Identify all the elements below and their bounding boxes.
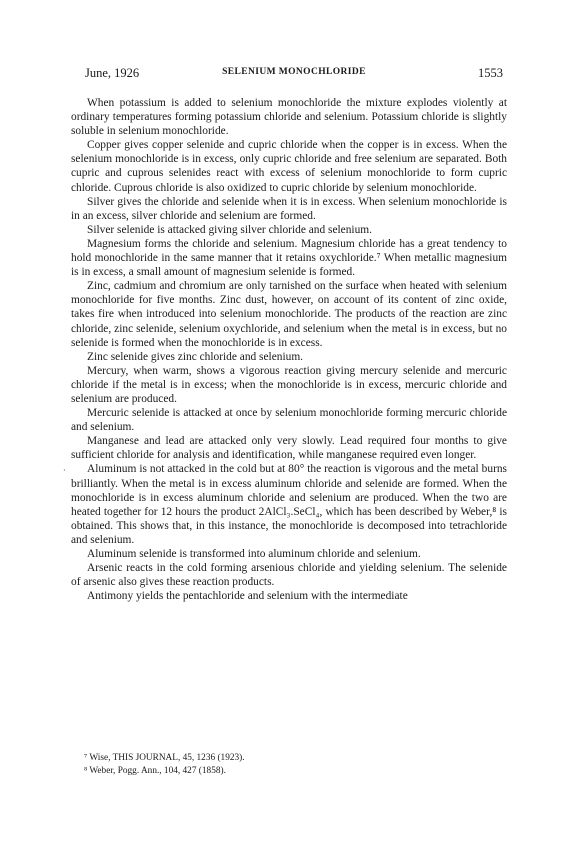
- paragraph-mercuric-selenide: Mercuric selenide is attacked at once by selenium monochloride forming mercuric chloride and selenium.: [71, 407, 507, 434]
- paragraph-aluminum-selenide: Aluminum selenide is transformed into aluminum chloride and selenium.: [87, 548, 421, 560]
- paragraph-copper: Copper gives copper selenide and cupric chloride when the copper is in excess. When the selenium monochloride is in excess, only cupric chloride and free selenium are separated. Both cupric and cuprous selenides react with excess of selenium monochloride to form cupric chloride. Cuprous chloride is also oxidized to cupric chloride by selenium monochloride.: [71, 139, 507, 194]
- footnotes: [84, 752, 504, 777]
- paragraph-mercury: Mercury, when warm, shows a vigorous reaction giving mercury selenide and mercuric chloride if the metal is in excess; when the monochloride is in excess, mercuric chloride and selenium are produced.: [71, 364, 507, 405]
- header-running-title: SELENIUM MONOCHLORIDE: [222, 67, 366, 77]
- margin-speck: ·: [63, 466, 66, 475]
- paragraph-manganese-lead: Manganese and lead are attacked only very slowly. Lead required four months to give sufficient chloride for analysis and identification, while manganese required even longer.: [71, 435, 507, 462]
- paragraph-silver: Silver gives the chloride and selenide when it is in excess. When selenium monochloride is in an excess, silver chloride and selenium are formed.: [71, 195, 507, 222]
- paragraph-silver-selenide: Silver selenide is attacked giving silver chloride and selenium.: [87, 223, 373, 236]
- paragraph-zinc: Zinc, cadmium and chromium are only tarnished on the surface when heated with selenium monochloride for five months. Zinc dust, however, on account of its content of zinc oxide, takes fire when introduced into selenium monochloride. The products of the reaction are zinc chloride, zinc selenide, selenium oxychloride, and selenium when the metal is in excess, but no selenide is formed when the monochloride is in excess.: [71, 280, 507, 349]
- paragraph-antimony: Antimony yields the pentachloride and selenium with the intermediate: [87, 590, 408, 603]
- paragraph-zinc-selenide: Zinc selenide gives zinc chloride and selenium.: [87, 350, 304, 363]
- paragraph-arsenic: Arsenic reacts in the cold forming arsenious chloride and yielding selenium. The selenide of arsenic also gives these reaction products.: [71, 562, 507, 589]
- header-date: June, 1926: [85, 66, 140, 80]
- footnote-7: ⁷ Wise, THIS JOURNAL, 45, 1236 (1923).: [84, 753, 245, 763]
- paragraph-aluminum: Aluminum is not attacked in the cold but at 80° the reaction is vigorous and the metal burns brilliantly. When the metal is in excess aluminum chloride and selenide are formed. When the monochloride is in excess aluminum chloride and selenium are produced. When the two are heated together for 12 hours the product 2AlCl₃.SeCl₄, which has been described by Weber,⁸ is obtained. This shows that, in this instance, the monochloride is decomposed into tetrachloride and selenium.: [71, 463, 507, 546]
- body-text: [71, 96, 507, 603]
- running-header: [85, 66, 503, 82]
- header-page-number: 1553: [478, 66, 503, 80]
- paragraph-magnesium: Magnesium forms the chloride and selenium. Magnesium chloride has a great tendency to hold monochloride in the same manner that it retains oxychloride.⁷ When metallic magnesium is in excess, a small amount of magnesium selenide is formed.: [71, 237, 507, 279]
- paragraph-potassium: When potassium is added to selenium monochloride the mixture explodes violently at ordinary temperatures forming potassium chloride and selenium. Potassium chloride is slightly soluble in selenium monochloride.: [71, 97, 507, 138]
- footnote-8: ⁸ Weber, Pogg. Ann., 104, 427 (1858).: [84, 765, 226, 776]
